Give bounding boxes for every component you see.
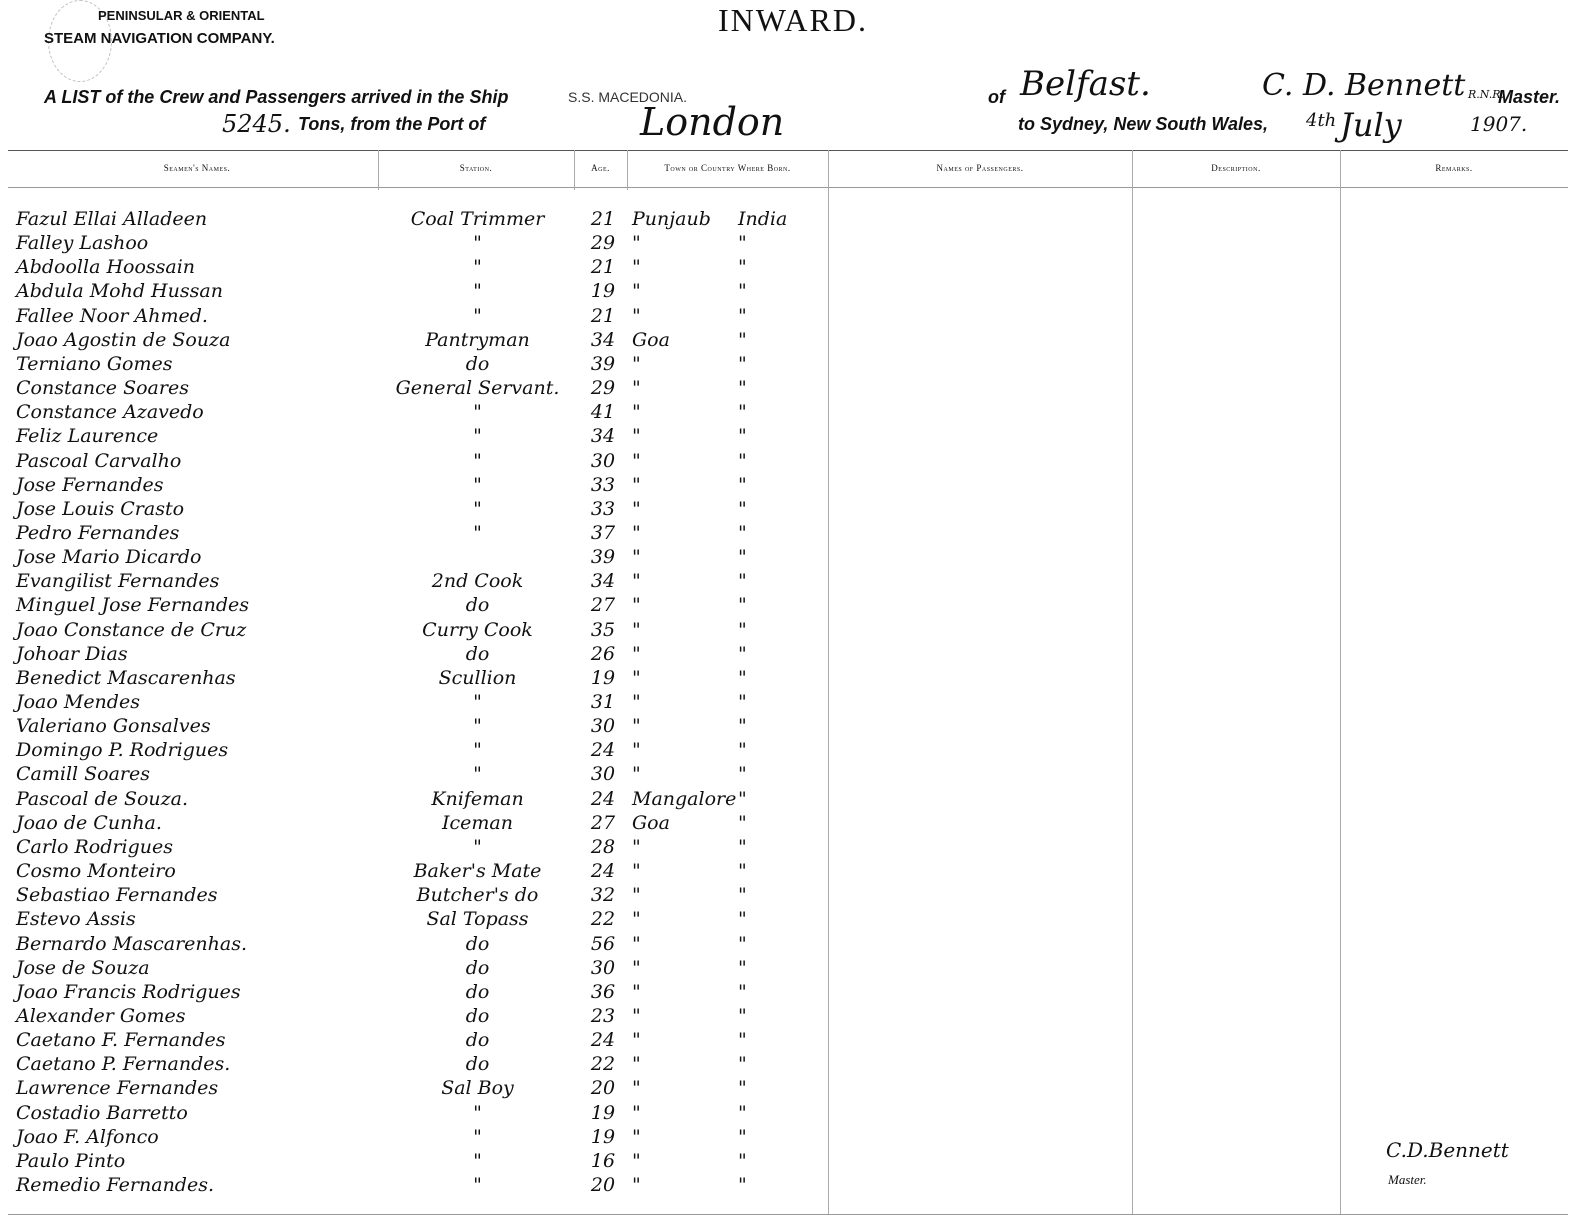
col-header-description: Description. — [1211, 163, 1261, 173]
birth-country: " — [738, 497, 747, 520]
footer-master-label: Master. — [1388, 1172, 1427, 1187]
age: 56 — [590, 932, 616, 955]
company-name-line1: PENINSULAR & ORIENTAL — [98, 8, 265, 23]
birth-town: " — [632, 1174, 641, 1196]
tons-label: Tons, from the Port of — [298, 114, 486, 134]
birth-town: " — [632, 521, 641, 544]
age: 29 — [590, 232, 616, 255]
birth-town: " — [632, 1029, 641, 1052]
station: " — [473, 232, 482, 255]
station: do — [465, 352, 490, 375]
seaman-name: Abdula Mohd Hussan — [16, 280, 223, 303]
seaman-name: Jose Fernandes — [16, 473, 164, 496]
seaman-name: Joao Francis Rodrigues — [16, 980, 241, 1003]
birth-country: " — [738, 811, 747, 834]
birth-country: " — [738, 860, 747, 883]
birth-country: " — [738, 763, 747, 786]
birth-town: " — [632, 666, 641, 689]
table-row — [0, 691, 1576, 715]
seaman-name: Joao F. Alfonco — [16, 1125, 159, 1148]
seaman-name: Pascoal Carvalho — [16, 449, 182, 472]
age: 39 — [590, 546, 616, 569]
birth-town: Punjaub — [632, 208, 711, 230]
station: do — [465, 1004, 490, 1027]
seaman-name: Alexander Gomes — [16, 1004, 186, 1027]
birth-town: " — [632, 908, 641, 931]
company-name-line2: STEAM NAVIGATION COMPANY. — [44, 30, 275, 47]
seaman-name: Johoar Dias — [16, 642, 128, 665]
age: 24 — [590, 739, 616, 762]
seaman-name: Carlo Rodrigues — [16, 835, 173, 858]
birth-country: " — [738, 835, 747, 858]
birth-country: " — [738, 1101, 747, 1124]
table-row — [0, 546, 1576, 570]
age: 37 — [590, 521, 616, 544]
age: 29 — [590, 377, 616, 400]
birth-town: " — [632, 642, 641, 665]
origin-port: London — [640, 100, 785, 144]
master-name: C. D. Bennett — [1262, 68, 1466, 103]
birth-town: " — [632, 860, 641, 883]
birth-town: " — [632, 1077, 641, 1100]
seaman-name: Valeriano Gonsalves — [16, 715, 211, 738]
birth-town: " — [632, 980, 641, 1003]
birth-town: " — [632, 618, 641, 641]
table-row — [0, 860, 1576, 884]
station: " — [473, 280, 482, 303]
table-row — [0, 1150, 1576, 1174]
age: 21 — [590, 256, 616, 279]
birth-country: " — [738, 884, 747, 907]
age: 20 — [590, 1174, 616, 1196]
station: Scullion — [438, 666, 517, 689]
age: 32 — [590, 884, 616, 907]
birth-town: " — [632, 425, 641, 448]
seaman-name: Lawrence Fernandes — [16, 1077, 219, 1100]
station: Knifeman — [431, 787, 524, 810]
table-row — [0, 715, 1576, 739]
age: 20 — [590, 1077, 616, 1100]
table-header-rule — [8, 187, 1568, 188]
station: " — [473, 763, 482, 786]
age: 19 — [590, 280, 616, 303]
table-row — [0, 667, 1576, 691]
birth-town: " — [632, 691, 641, 713]
birth-country: " — [738, 1125, 747, 1148]
birth-country: " — [738, 401, 747, 424]
birth-town: " — [632, 884, 641, 907]
age: 30 — [590, 715, 616, 738]
seaman-name: Joao Agostin de Souza — [16, 328, 231, 351]
birth-country: " — [738, 449, 747, 472]
station: do — [465, 594, 490, 617]
birth-country: " — [738, 1174, 747, 1196]
table-row — [0, 1174, 1576, 1198]
seaman-name: Falley Lashoo — [16, 232, 149, 255]
birth-country: " — [738, 594, 747, 617]
station: Iceman — [442, 811, 513, 834]
birth-town: " — [632, 546, 641, 569]
master-suffix: R.N.R. — [1468, 88, 1504, 101]
birth-town: Goa — [632, 328, 670, 351]
col-header-age: Age. — [591, 163, 610, 173]
birth-town: " — [632, 377, 641, 400]
birth-town: " — [632, 401, 641, 424]
table-row — [0, 305, 1576, 329]
age: 34 — [590, 425, 616, 448]
age: 31 — [590, 691, 616, 713]
age: 39 — [590, 352, 616, 375]
station: Sal Topass — [426, 908, 529, 931]
birth-country: " — [738, 232, 747, 255]
age: 19 — [590, 1101, 616, 1124]
date-day: 4th — [1306, 110, 1337, 131]
birth-town: " — [632, 1101, 641, 1124]
age: 24 — [590, 1029, 616, 1052]
home-port: Belfast. — [1020, 64, 1151, 104]
birth-country: " — [738, 1077, 747, 1100]
station: " — [473, 473, 482, 496]
birth-town: Goa — [632, 811, 670, 834]
birth-country: " — [738, 521, 747, 544]
station: " — [473, 1125, 482, 1148]
col-header-passengers: Names of Passengers. — [936, 163, 1024, 173]
birth-country: " — [738, 304, 747, 327]
birth-country: " — [738, 715, 747, 738]
birth-town: " — [632, 835, 641, 858]
seaman-name: Remedio Fernandes. — [16, 1174, 214, 1196]
station: " — [473, 425, 482, 448]
station: " — [473, 521, 482, 544]
of-label: of — [988, 87, 1005, 107]
station: 2nd Cook — [431, 570, 524, 593]
seaman-name: Feliz Laurence — [16, 425, 159, 448]
station: " — [473, 449, 482, 472]
station: " — [473, 691, 482, 713]
date-month: July — [1340, 106, 1402, 144]
master-label: Master. — [1498, 87, 1561, 107]
station: " — [473, 304, 482, 327]
birth-country: " — [738, 980, 747, 1003]
table-row — [0, 836, 1576, 860]
seaman-name: Pedro Fernandes — [16, 521, 180, 544]
seaman-name: Caetano P. Fernandes. — [16, 1053, 231, 1076]
seaman-name: Joao de Cunha. — [16, 811, 162, 834]
station: " — [473, 1101, 482, 1124]
table-row — [0, 522, 1576, 546]
birth-town: Mangalore — [632, 787, 737, 810]
birth-town: " — [632, 1125, 641, 1148]
seaman-name: Costadio Barretto — [16, 1101, 188, 1124]
age: 21 — [590, 304, 616, 327]
birth-country: " — [738, 473, 747, 496]
birth-country: " — [738, 956, 747, 979]
station: do — [465, 932, 490, 955]
table-row — [0, 812, 1576, 836]
age: 33 — [590, 473, 616, 496]
ship-name: S.S. MACEDONIA. — [568, 89, 688, 105]
seaman-name: Paulo Pinto — [16, 1149, 126, 1172]
seaman-name: Caetano F. Fernandes — [16, 1029, 226, 1052]
birth-country: " — [738, 1004, 747, 1027]
seaman-name: Constance Soares — [16, 377, 189, 400]
birth-country: " — [738, 546, 747, 569]
seaman-name: Minguel Jose Fernandes — [16, 594, 250, 617]
station: " — [473, 715, 482, 738]
list-intro: A LIST of the Crew and Passengers arrived in the Ship — [44, 87, 509, 107]
age: 16 — [590, 1149, 616, 1172]
seaman-name: Sebastiao Fernandes — [16, 884, 218, 907]
table-row — [0, 425, 1576, 449]
master-signature: C.D.Bennett — [1386, 1138, 1509, 1162]
seaman-name: Joao Mendes — [16, 691, 140, 713]
birth-country: " — [738, 642, 747, 665]
birth-country: " — [738, 691, 747, 713]
table-row — [0, 474, 1576, 498]
station: Coal Trimmer — [410, 208, 545, 230]
birth-country: " — [738, 1029, 747, 1052]
station: do — [465, 1029, 490, 1052]
table-row — [0, 739, 1576, 763]
birth-town: " — [632, 497, 641, 520]
seaman-name: Terniano Gomes — [16, 352, 173, 375]
birth-town: " — [632, 280, 641, 303]
birth-country: " — [738, 1149, 747, 1172]
birth-country: " — [738, 256, 747, 279]
destination: to Sydney, New South Wales, — [1018, 114, 1269, 134]
birth-country: " — [738, 739, 747, 762]
age: 19 — [590, 666, 616, 689]
birth-country: " — [738, 908, 747, 931]
birth-country: India — [738, 208, 788, 230]
document-title: INWARD. — [718, 2, 868, 38]
birth-town: " — [632, 1053, 641, 1076]
birth-country: " — [738, 618, 747, 641]
table-row — [0, 208, 1576, 232]
birth-town: " — [632, 473, 641, 496]
age: 22 — [590, 1053, 616, 1076]
station: Sal Boy — [441, 1077, 514, 1100]
station: do — [465, 1053, 490, 1076]
col-header-born: Town or Country Where Born. — [664, 163, 791, 173]
birth-country: " — [738, 932, 747, 955]
station: " — [473, 1149, 482, 1172]
age: 22 — [590, 908, 616, 931]
table-row — [0, 377, 1576, 401]
birth-town: " — [632, 304, 641, 327]
table-row — [0, 280, 1576, 304]
birth-country: " — [738, 352, 747, 375]
table-row — [0, 933, 1576, 957]
birth-town: " — [632, 763, 641, 786]
station: " — [473, 1174, 482, 1196]
age: 28 — [590, 835, 616, 858]
seaman-name: Pascoal de Souza. — [16, 787, 189, 810]
table-row — [0, 1077, 1576, 1101]
age: 23 — [590, 1004, 616, 1027]
age: 36 — [590, 980, 616, 1003]
table-row — [0, 763, 1576, 787]
station: " — [473, 256, 482, 279]
table-row — [0, 594, 1576, 618]
seaman-name: Jose Louis Crasto — [16, 497, 185, 520]
age: 33 — [590, 497, 616, 520]
birth-town: " — [632, 932, 641, 955]
table-row — [0, 1053, 1576, 1077]
birth-country: " — [738, 377, 747, 400]
age: 21 — [590, 208, 616, 230]
station: Baker's Mate — [413, 860, 542, 883]
age: 27 — [590, 594, 616, 617]
seaman-name: Evangilist Fernandes — [16, 570, 220, 593]
table-row — [0, 1126, 1576, 1150]
seaman-name: Abdoolla Hoossain — [16, 256, 196, 279]
station: " — [473, 401, 482, 424]
table-row — [0, 450, 1576, 474]
seaman-name: Jose Mario Dicardo — [16, 546, 202, 569]
table-row — [0, 498, 1576, 522]
station: Pantryman — [425, 328, 530, 351]
seaman-name: Cosmo Monteiro — [16, 860, 176, 883]
seaman-name: Jose de Souza — [16, 956, 150, 979]
table-row — [0, 1102, 1576, 1126]
birth-town: " — [632, 232, 641, 255]
station: General Servant. — [395, 377, 560, 400]
birth-town: " — [632, 594, 641, 617]
birth-country: " — [738, 280, 747, 303]
station: Curry Cook — [422, 618, 533, 641]
station: Butcher's do — [416, 884, 539, 907]
birth-town: " — [632, 352, 641, 375]
seaman-name: Domingo P. Rodrigues — [16, 739, 229, 762]
seaman-name: Joao Constance de Cruz — [16, 618, 247, 641]
tons-value: 5245. — [222, 110, 291, 138]
date-year: 1907. — [1470, 112, 1528, 136]
col-header-seamen: Seamen's Names. — [163, 163, 231, 173]
seaman-name: Constance Azavedo — [16, 401, 204, 424]
table-row — [0, 981, 1576, 1005]
birth-country: " — [738, 1053, 747, 1076]
station: do — [465, 980, 490, 1003]
table-row — [0, 570, 1576, 594]
birth-town: " — [632, 1004, 641, 1027]
birth-town: " — [632, 715, 641, 738]
table-row — [0, 788, 1576, 812]
table-row — [0, 908, 1576, 932]
age: 26 — [590, 642, 616, 665]
station: " — [473, 739, 482, 762]
age: 41 — [590, 401, 616, 424]
table-row — [0, 232, 1576, 256]
seaman-name: Fallee Noor Ahmed. — [16, 304, 208, 327]
birth-country: " — [738, 328, 747, 351]
table-top-rule — [8, 150, 1568, 151]
station: " — [473, 835, 482, 858]
table-row — [0, 256, 1576, 280]
seaman-name: Camill Soares — [16, 763, 151, 786]
table-bottom-rule — [8, 1214, 1568, 1215]
age: 35 — [590, 618, 616, 641]
age: 30 — [590, 449, 616, 472]
birth-town: " — [632, 449, 641, 472]
age: 30 — [590, 956, 616, 979]
seaman-name: Bernardo Mascarenhas. — [16, 932, 247, 955]
birth-country: " — [738, 787, 747, 810]
table-row — [0, 619, 1576, 643]
station: do — [465, 956, 490, 979]
table-row — [0, 957, 1576, 981]
seaman-name: Estevo Assis — [16, 908, 136, 931]
birth-town: " — [632, 739, 641, 762]
age: 24 — [590, 860, 616, 883]
birth-country: " — [738, 425, 747, 448]
table-row — [0, 1005, 1576, 1029]
age: 34 — [590, 328, 616, 351]
table-row — [0, 329, 1576, 353]
age: 30 — [590, 763, 616, 786]
table-row — [0, 884, 1576, 908]
birth-town: " — [632, 570, 641, 593]
age: 24 — [590, 787, 616, 810]
birth-country: " — [738, 570, 747, 593]
table-row — [0, 401, 1576, 425]
birth-town: " — [632, 956, 641, 979]
age: 19 — [590, 1125, 616, 1148]
birth-town: " — [632, 256, 641, 279]
table-row — [0, 643, 1576, 667]
col-header-remarks: Remarks. — [1435, 163, 1473, 173]
table-row — [0, 1029, 1576, 1053]
birth-town: " — [632, 1149, 641, 1172]
table-row — [0, 353, 1576, 377]
station: " — [473, 497, 482, 520]
seaman-name: Fazul Ellai Alladeen — [16, 208, 208, 230]
station: do — [465, 642, 490, 665]
seaman-name: Benedict Mascarenhas — [16, 666, 236, 689]
birth-country: " — [738, 666, 747, 689]
age: 34 — [590, 570, 616, 593]
age: 27 — [590, 811, 616, 834]
col-header-station: Station. — [459, 163, 493, 173]
